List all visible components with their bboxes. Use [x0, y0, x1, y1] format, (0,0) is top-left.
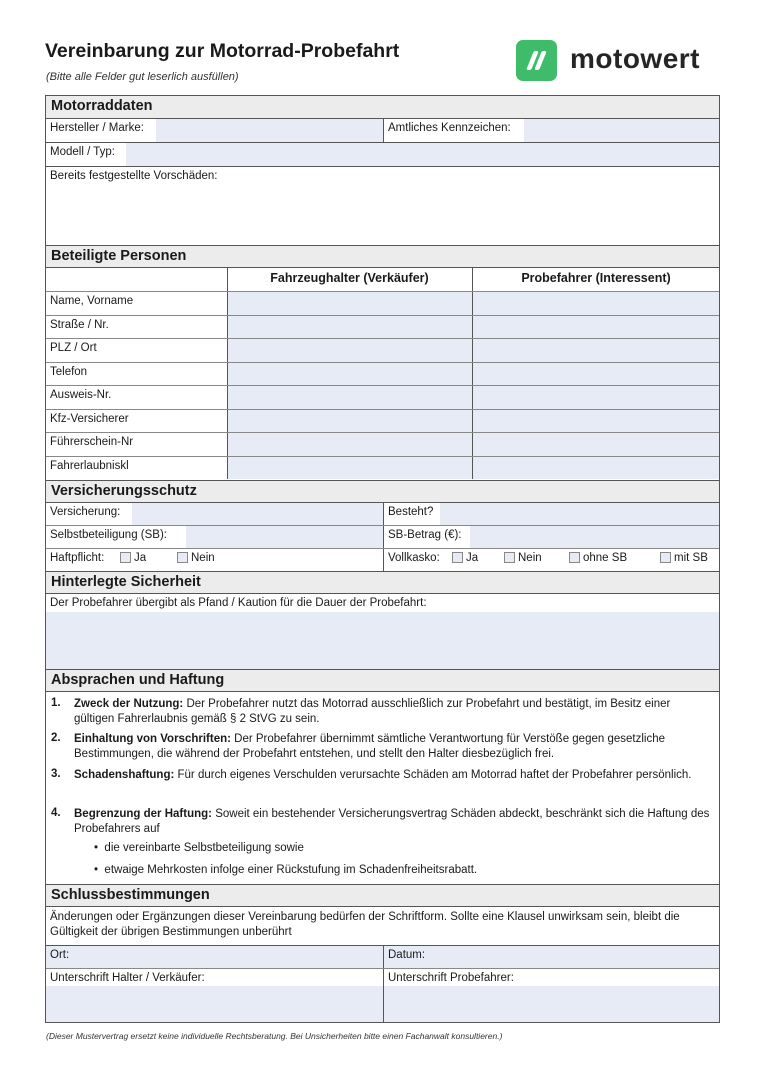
page-title: Vereinbarung zur Motorrad-Probefahrt: [45, 40, 400, 62]
row-vorschaeden: [46, 166, 719, 245]
datum-input[interactable]: [383, 946, 719, 968]
ort-input[interactable]: [46, 946, 383, 968]
halter-input[interactable]: [228, 363, 472, 386]
haftpflicht-label: Haftpflicht:: [50, 552, 105, 564]
absprachen-item-2: Einhaltung von Vorschriften: Der Probefahrer übernimmt sämtliche Verantwortung für Verstöße gegen gesetzliche Bestimmungen, die während der Probefahrt entstehen, und stellt den Halter diesbezüglich frei.: [74, 733, 665, 760]
section-schluss: [46, 884, 719, 907]
person-row-label: Ausweis-Nr.: [50, 389, 112, 401]
row-versicherung: [46, 503, 719, 525]
section-heading: Hinterlegte Sicherheit: [51, 574, 201, 590]
vollkasko-ohne-sb-checkbox[interactable]: ohne SB: [569, 552, 627, 564]
section-motorraddaten: [46, 96, 719, 119]
unterschrift-probefahrer-input[interactable]: [383, 986, 719, 1022]
row-modell: [46, 142, 719, 166]
motowert-logo-icon: [516, 40, 557, 81]
vorschaeden-input[interactable]: [46, 187, 719, 245]
halter-input[interactable]: [228, 386, 472, 409]
unterschrift-halter-input[interactable]: [46, 986, 383, 1022]
item-number: 3.: [51, 768, 61, 780]
col-probefahrer-header: Probefahrer (Interessent): [521, 271, 671, 285]
row-schluss-text: [46, 907, 719, 945]
bullet-item: • etwaige Mehrkosten infolge einer Rückstufung im Schadenfreiheitsrabatt.: [94, 864, 478, 876]
row-unterschriften: [46, 968, 719, 1022]
row-hersteller: [46, 119, 719, 142]
section-heading: Beteiligte Personen: [51, 248, 187, 264]
section-heading: Motorraddaten: [51, 98, 153, 114]
person-row-label: Führerschein-Nr: [50, 436, 134, 448]
probefahrer-input[interactable]: [473, 339, 719, 362]
absprachen-list: [46, 692, 719, 884]
disclaimer-footer: (Dieser Mustervertrag ersetzt keine individuelle Rechtsberatung. Bei Unsicherheiten bitte einen Fachanwalt konsultieren.): [46, 1031, 503, 1041]
besteht-label: Besteht?: [388, 506, 434, 518]
section-absprachen: [46, 669, 719, 692]
kennzeichen-input[interactable]: [524, 119, 719, 142]
probefahrer-input[interactable]: [473, 410, 719, 433]
item-number: 1.: [51, 697, 61, 709]
kennzeichen-label: Amtliches Kennzeichen:: [388, 122, 511, 134]
vollkasko-label: Vollkasko:: [388, 552, 440, 564]
person-row: [46, 315, 719, 339]
selbstbeteiligung-input[interactable]: [186, 526, 383, 548]
sicherheit-label: Der Probefahrer übergibt als Pfand / Kaution für die Dauer der Probefahrt:: [50, 597, 427, 609]
person-row: [46, 432, 719, 456]
person-row: [46, 456, 719, 480]
hersteller-input[interactable]: [156, 119, 383, 142]
page-subtitle: (Bitte alle Felder gut leserlich ausfüllen): [46, 71, 239, 83]
unterschrift-probefahrer-label: Unterschrift Probefahrer:: [388, 972, 514, 984]
probefahrer-input[interactable]: [473, 316, 719, 339]
sicherheit-input[interactable]: [46, 612, 719, 669]
person-row: [46, 385, 719, 409]
halter-input[interactable]: [228, 292, 472, 315]
absprachen-item-4: Begrenzung der Haftung: Soweit ein bestehender Versicherungsvertrag Schäden abdeckt, beschränkt sich die Haftung des Probefahrers auf: [74, 808, 710, 835]
halter-input[interactable]: [228, 339, 472, 362]
ort-label: Ort:: [50, 949, 70, 961]
person-row-label: Telefon: [50, 365, 88, 378]
versicherung-label: Versicherung:: [50, 506, 121, 518]
person-row: [46, 291, 719, 315]
person-row: [46, 338, 719, 362]
row-ort-datum: [46, 945, 719, 968]
person-row: [46, 362, 719, 386]
probefahrer-input[interactable]: [473, 386, 719, 409]
item-number: 4.: [51, 807, 61, 819]
besteht-input[interactable]: [440, 503, 719, 525]
sb-betrag-label: SB-Betrag (€):: [388, 529, 462, 541]
row-selbstbeteiligung: [46, 525, 719, 548]
section-heading: Versicherungsschutz: [51, 483, 197, 499]
absprachen-item-3: Schadenshaftung: Für durch eigenes Verschulden verursachte Schäden am Motorrad haftet der Probefahrer persönlich.: [74, 769, 692, 781]
agreement-form: [45, 95, 720, 1023]
probefahrer-input[interactable]: [473, 433, 719, 456]
person-row-label: Kfz-Versicherer: [50, 412, 129, 425]
person-row-label: Straße / Nr.: [50, 318, 109, 331]
probefahrer-input[interactable]: [473, 363, 719, 386]
person-row-label: Name, Vorname: [50, 295, 134, 307]
section-sicherheit: [46, 571, 719, 594]
vorschaeden-label: Bereits festgestellte Vorschäden:: [50, 170, 218, 182]
item-number: 2.: [51, 732, 61, 744]
versicherung-input[interactable]: [132, 503, 383, 525]
logo-wordmark: motowert: [570, 43, 700, 74]
schluss-text: Änderungen oder Ergänzungen dieser Vereinbarung bedürfen der Schriftform. Sollte eine Klausel unwirksam sein, bleibt die Gültigkeit der übrigen Bestimmungen unberührt: [50, 911, 680, 938]
halter-input[interactable]: [228, 410, 472, 433]
sb-betrag-input[interactable]: [470, 526, 719, 548]
halter-input[interactable]: [228, 433, 472, 456]
row-haftpflicht-vollkasko: [46, 548, 719, 571]
halter-input[interactable]: [228, 457, 472, 480]
hersteller-label: Hersteller / Marke:: [50, 122, 144, 134]
haftpflicht-ja-checkbox[interactable]: Ja: [120, 552, 146, 564]
unterschrift-halter-label: Unterschrift Halter / Verkäufer:: [50, 972, 205, 984]
selbstbeteiligung-label: Selbstbeteiligung (SB):: [50, 529, 167, 541]
haftpflicht-nein-checkbox[interactable]: Nein: [177, 552, 215, 564]
vollkasko-nein-checkbox[interactable]: Nein: [504, 552, 542, 564]
section-personen: [46, 245, 719, 268]
absprachen-item-1: Zweck der Nutzung: Der Probefahrer nutzt das Motorrad ausschließlich zur Probefahrt und bestätigt, im Besitz einer gültigen Fahrerlaubnis gemäß § 2 StVG zu sein.: [74, 698, 671, 725]
datum-label: Datum:: [388, 949, 426, 961]
section-heading: Absprachen und Haftung: [51, 672, 225, 688]
person-row-label: Fahrerlaubniskl: [50, 459, 129, 472]
vollkasko-mit-sb-checkbox[interactable]: mit SB: [660, 552, 708, 564]
vollkasko-ja-checkbox[interactable]: Ja: [452, 552, 478, 564]
personen-header-row: [46, 268, 719, 291]
col-halter-header: Fahrzeughalter (Verkäufer): [270, 271, 429, 285]
person-row: [46, 409, 719, 433]
section-versicherung: [46, 480, 719, 503]
probefahrer-input[interactable]: [473, 292, 719, 315]
halter-input[interactable]: [228, 316, 472, 339]
bullet-item: • die vereinbarte Selbstbeteiligung sowie: [94, 842, 304, 854]
modell-input[interactable]: [126, 143, 719, 166]
modell-label: Modell / Typ:: [50, 146, 115, 158]
person-row-label: PLZ / Ort: [50, 342, 97, 354]
probefahrer-input[interactable]: [473, 457, 719, 480]
row-sicherheit: [46, 594, 719, 669]
section-heading: Schlussbestimmungen: [51, 887, 210, 903]
